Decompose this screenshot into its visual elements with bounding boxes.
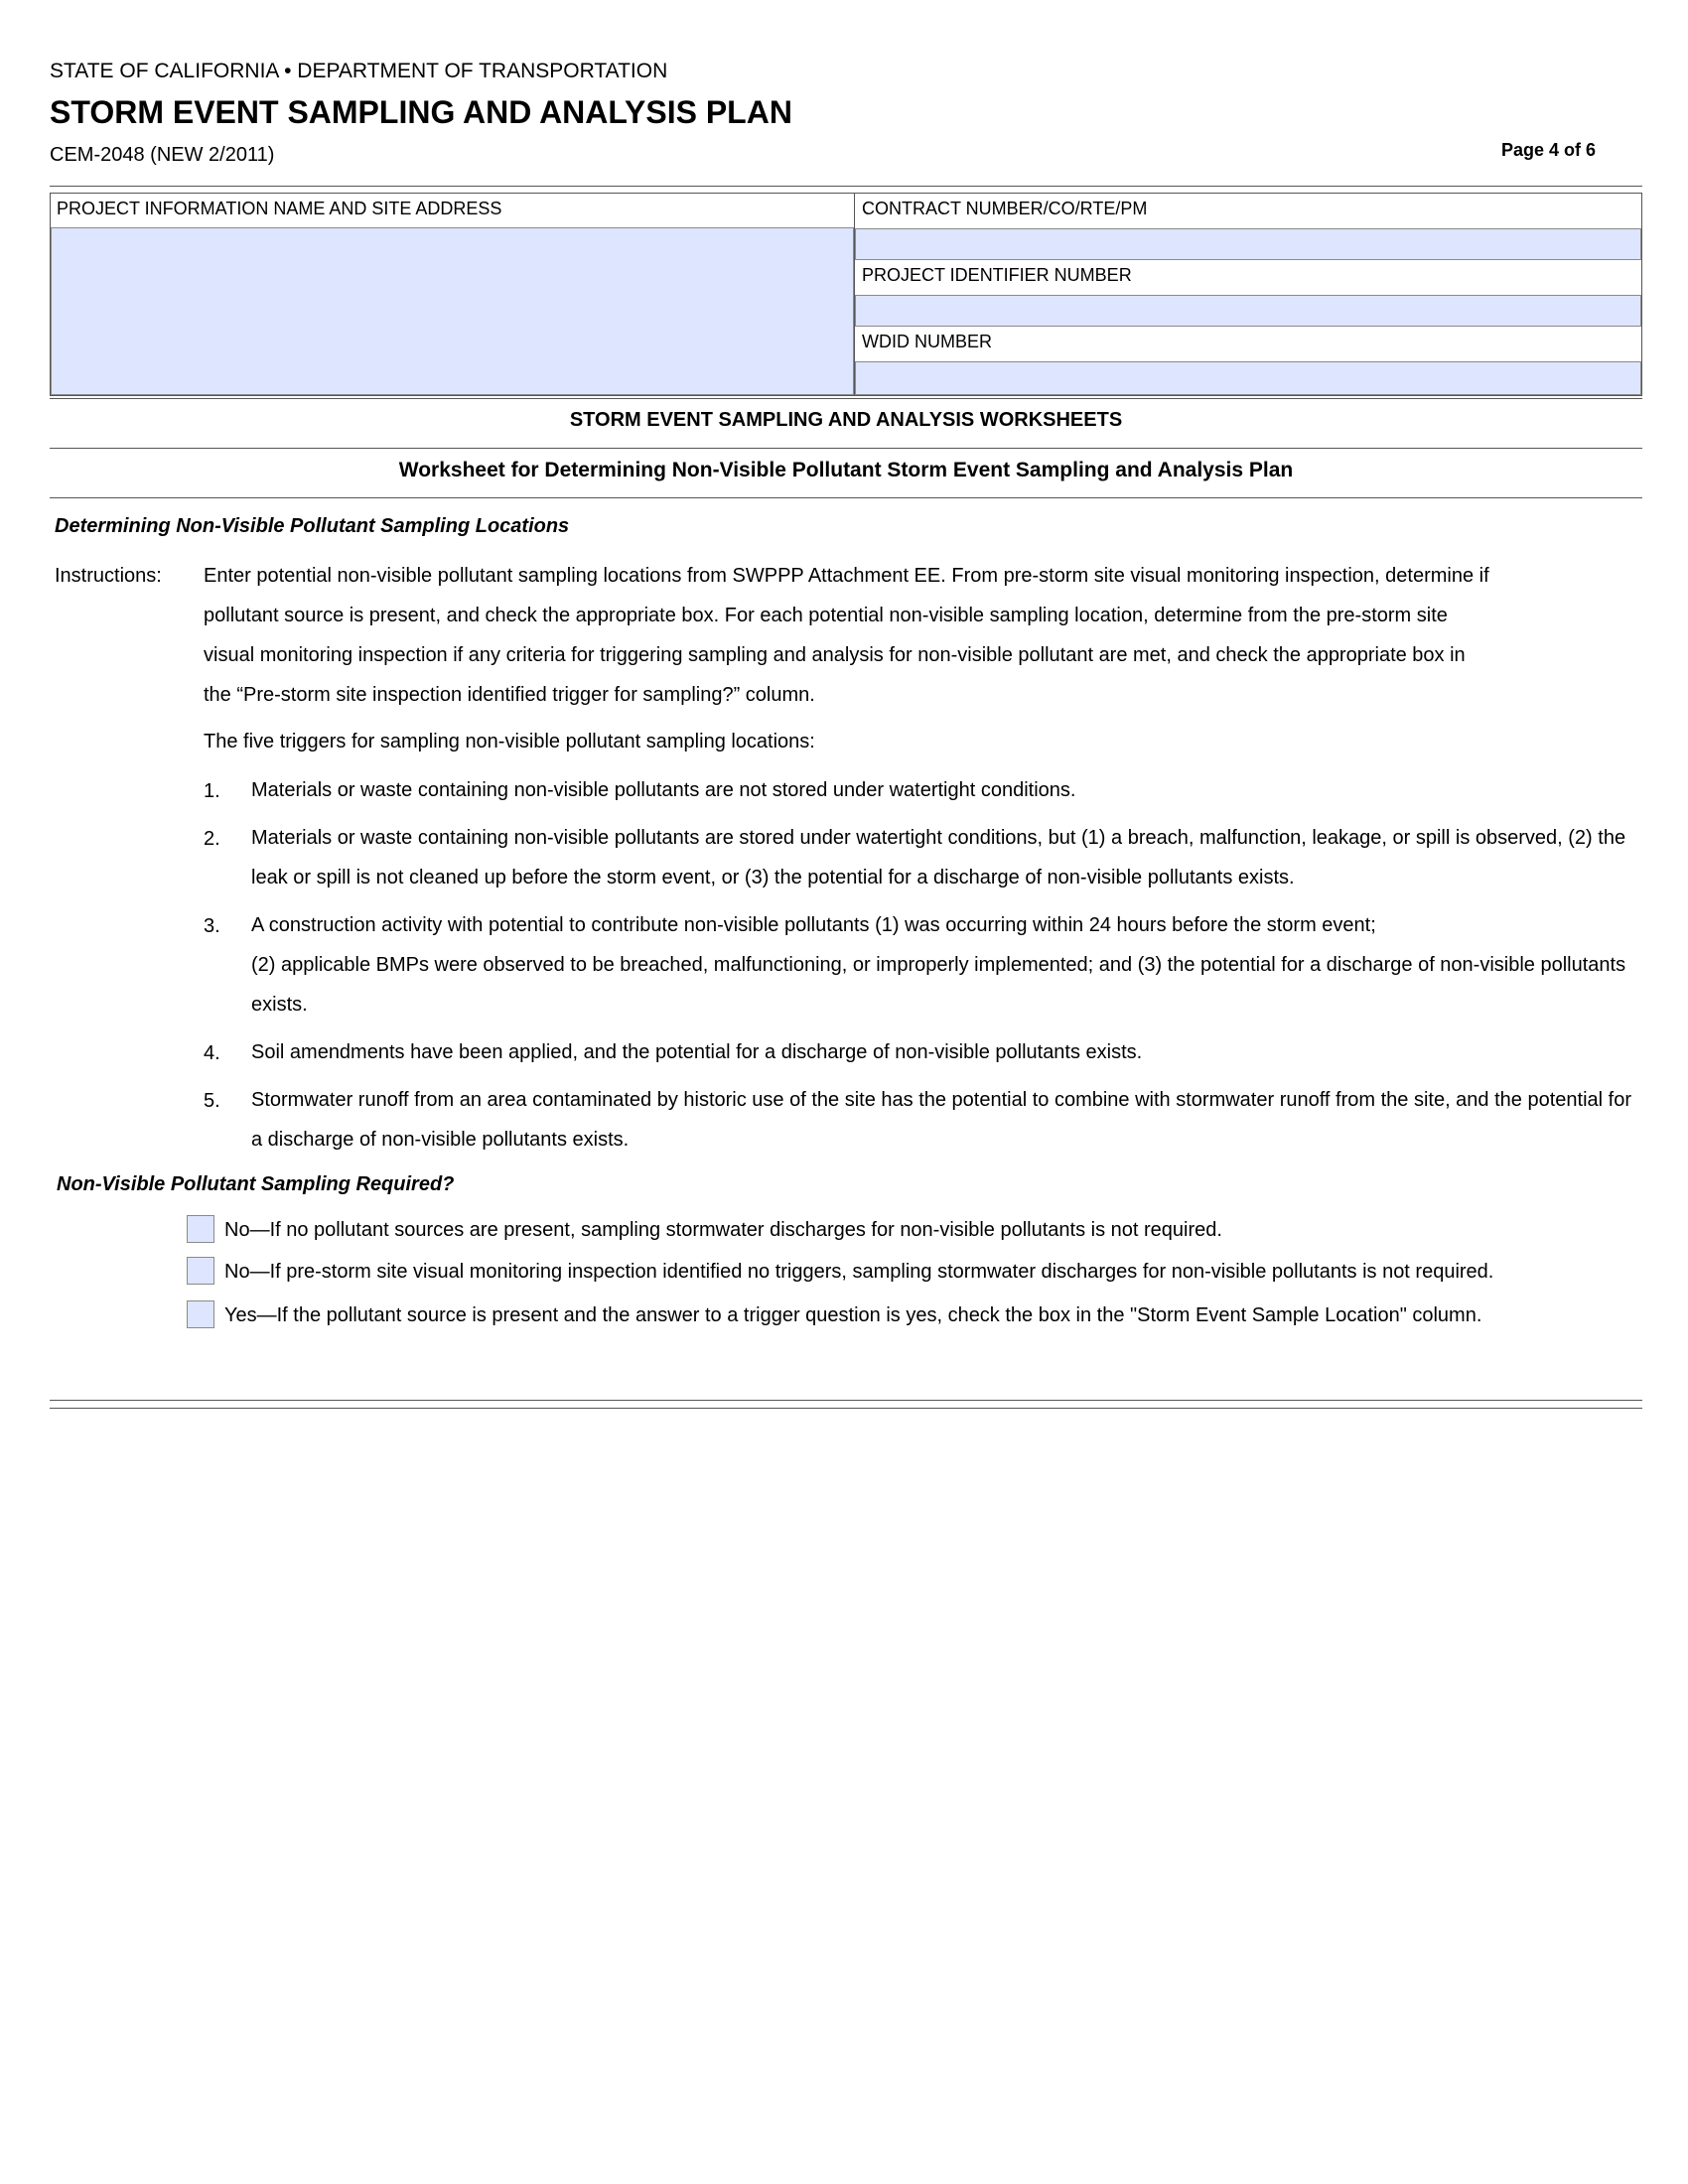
form-title: STORM EVENT SAMPLING AND ANALYSIS PLAN	[50, 94, 792, 130]
instructions-text	[204, 556, 1643, 715]
triggers-intro: The five triggers for sampling non-visible pollutant sampling locations:	[204, 731, 815, 752]
trigger-4-number: 4.	[204, 1042, 220, 1064]
project-bottom-rule-2	[50, 398, 1642, 399]
contract-number-label: CONTRACT NUMBER/CO/RTE/PM	[862, 199, 1148, 218]
header-divider-2	[50, 193, 1642, 194]
trigger-3-number: 3.	[204, 915, 220, 937]
trigger-2-text: Materials or waste containing non-visible pollutants are stored under watertight conditions, but (1) a breach, malfunction, leakage, or spill is observed, (2) the leak or spill is not cleaned up before the storm event, or (3) the potential for a discharge of non-visible pollutants exists.	[251, 827, 1626, 888]
header-divider	[50, 186, 1642, 187]
footer-divider	[50, 1400, 1642, 1401]
no-triggers-label: No—If pre-storm site visual monitoring inspection identified no triggers, sampling stormwater discharges for non-visible pollutants is not required.	[224, 1261, 1494, 1283]
contract-number-field[interactable]	[855, 228, 1641, 260]
locations-heading: Determining Non-Visible Pollutant Sampling Locations	[55, 515, 570, 537]
trigger-4-text: Soil amendments have been applied, and the potential for a discharge of non-visible pollutants exists.	[251, 1041, 1143, 1063]
project-name-label: PROJECT INFORMATION NAME AND SITE ADDRESS	[57, 199, 502, 218]
footer-divider-2	[50, 1408, 1642, 1409]
trigger-3-rest: (2) applicable BMPs were observed to be breached, malfunctioning, or improperly implemented; and (3) the potential for a discharge of non-visible pollutants exists.	[251, 954, 1626, 1016]
yes-sampling-label: Yes—If the pollutant source is present and the answer to a trigger question is yes, check the box in the "Storm Event Sample Location" column.	[224, 1304, 1482, 1326]
project-name-field[interactable]	[51, 227, 854, 395]
trigger-2-number: 2.	[204, 828, 220, 850]
worksheet-divider	[50, 497, 1642, 498]
trigger-5-text: Stormwater runoff from an area contaminated by historic use of the site has the potential to combine with stormwater runoff from the site, and the potential for a discharge of non-visible pollutants exists.	[251, 1089, 1631, 1151]
wdid-number-field[interactable]	[855, 361, 1641, 395]
trigger-3-line-1: A construction activity with potential to contribute non-visible pollutants (1) was occurring within 24 hours before the storm event;	[251, 914, 1376, 936]
page-number: Page 4 of 6	[1501, 140, 1597, 160]
instructions-line-4: the “Pre-storm site inspection identified trigger for sampling?” column.	[204, 684, 815, 706]
wdid-number-label: WDID NUMBER	[862, 332, 992, 351]
worksheet-title: Worksheet for Determining Non-Visible Pollutant Storm Event Sampling and Analysis Plan	[398, 459, 1294, 481]
section-divider	[50, 448, 1642, 449]
sampling-required-heading: Non-Visible Pollutant Sampling Required?	[57, 1173, 455, 1195]
instructions-label: Instructions:	[55, 565, 162, 587]
no-triggers-checkbox[interactable]	[187, 1257, 214, 1285]
instructions-line-3: visual monitoring inspection if any criteria for triggering sampling and analysis for non-visible pollutant are met, and check the appropriate box in	[204, 644, 1466, 666]
form-number: CEM-2048 (NEW 2/2011)	[50, 144, 275, 166]
trigger-1-number: 1.	[204, 780, 220, 802]
yes-sampling-checkbox[interactable]	[187, 1300, 214, 1328]
no-sources-checkbox[interactable]	[187, 1215, 214, 1243]
project-bottom-rule	[50, 395, 1642, 396]
trigger-1-text: Materials or waste containing non-visible pollutants are not stored under watertight conditions.	[251, 779, 1076, 801]
section-title: STORM EVENT SAMPLING AND ANALYSIS WORKSHEETS	[569, 409, 1123, 431]
project-identifier-label: PROJECT IDENTIFIER NUMBER	[862, 265, 1132, 285]
project-right-border	[1641, 193, 1642, 395]
instructions-line-2: pollutant source is present, and check the appropriate box. For each potential non-visible sampling location, determine from the pre-storm site	[204, 605, 1448, 626]
trigger-3-text	[251, 905, 1641, 1024]
instructions-line-1: Enter potential non-visible pollutant sampling locations from SWPPP Attachment EE. From pre-storm site visual monitoring inspection, determine if	[204, 565, 1489, 587]
agency-line: STATE OF CALIFORNIA • DEPARTMENT OF TRANSPORTATION	[50, 60, 668, 82]
project-identifier-field[interactable]	[855, 295, 1641, 327]
no-sources-label: No—If no pollutant sources are present, sampling stormwater discharges for non-visible pollutants is not required.	[224, 1219, 1222, 1241]
trigger-5-number: 5.	[204, 1090, 220, 1112]
